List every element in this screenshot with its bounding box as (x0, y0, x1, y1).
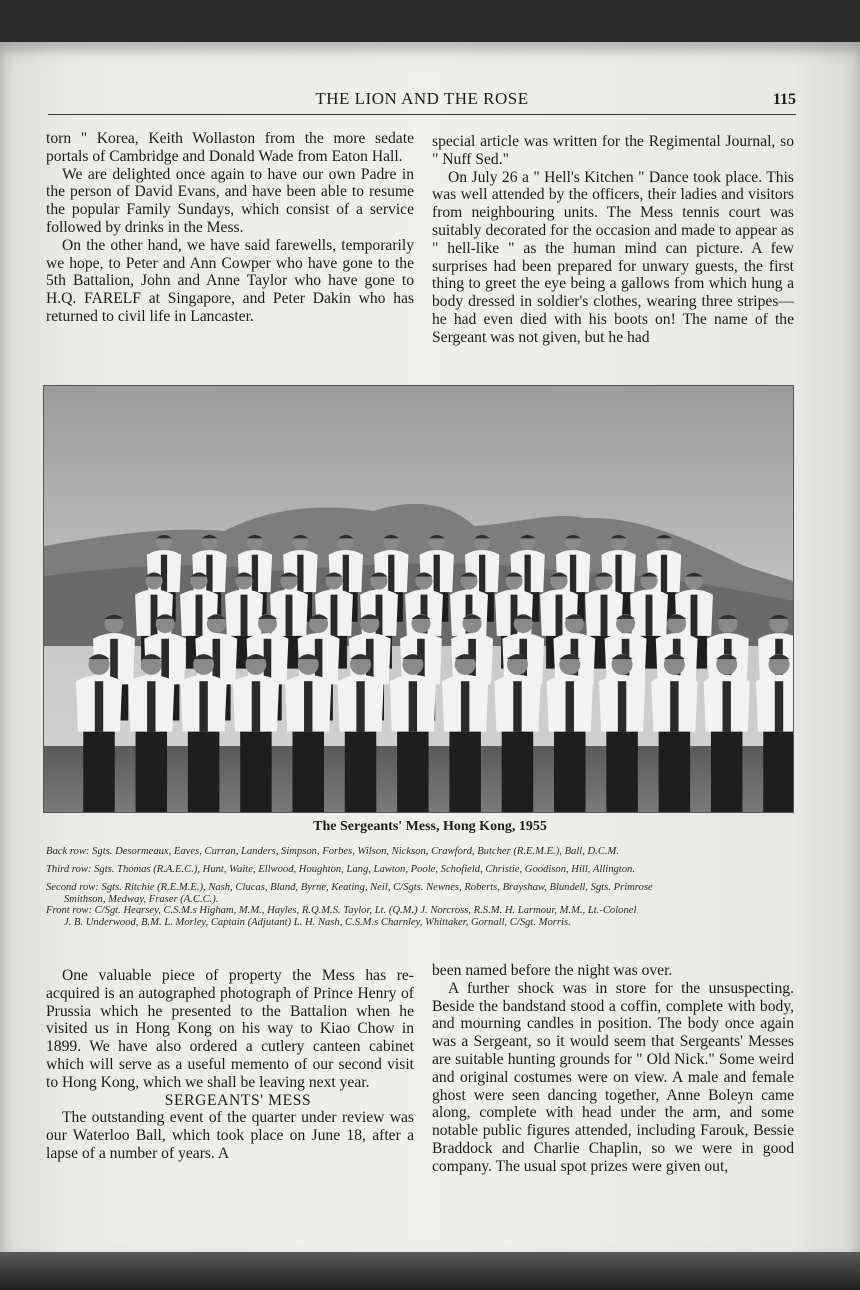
paragraph: torn " Korea, Keith Wollaston from the more sedate portals of Cambridge and Donald Wade from Eaton Hall. (46, 130, 414, 165)
column-top-right (432, 133, 794, 347)
section-heading: SERGEANTS' MESS (164, 1091, 312, 1109)
row-names: Sgts. Ritchie (R.E.M.E.), Nash, Clucas, Bland, Byrne, Keating, Neil, C/Sgts. Newnes, Roberts, Brayshaw, Blundell, Sgts. Primrose (101, 882, 653, 893)
paragraph: On the other hand, we have said farewells, temporarily we hope, to Peter and Ann Cowper who have gone to the 5th Battalion, John and Anne Taylor who have gone to H.Q. FARELF at Singapore, and Peter Dakin who has returned to civil life in Lancaster. (46, 236, 414, 325)
paragraph: special article was written for the Regimental Journal, so " Nuff Sed." (432, 133, 794, 168)
row-names-continued: J. B. Underwood, B.M. L. Morley, Captain (Adjutant) L. H. Nash, C.S.M.s Charnley, Whittaker, Gornall, C/Sgt. Morris. (64, 916, 571, 928)
paragraph: been named before the night was over. (432, 962, 673, 979)
paragraph: We are delighted once again to have our own Padre in the person of David Evans, and have been able to resume the popular Family Sundays, which consist of a service followed by drinks in the Mess. (46, 165, 414, 236)
row-label: Third row: (46, 864, 92, 875)
row-names-continued: Smithson, Medway, Fraser (A.C.C.). (64, 893, 219, 905)
running-title: THE LION AND THE ROSE (315, 89, 529, 108)
row-label: Second row: (46, 882, 99, 893)
names-back-row (46, 846, 806, 858)
names-front-row (46, 905, 806, 929)
row-names: C/Sgt. Hearsey, C.S.M.s Higham, M.M., Hayles, R.Q.M.S. Taylor, Lt. (Q.M.) J. Norcross, R.S.M. H. Larmour, M.M., Lt.-Colonel (94, 905, 637, 916)
paragraph: One valuable piece of property the Mess has re-acquired is an autographed photograph of Prince Henry of Prussia which he presented to the Battalion when he visited us in Hong Kong on his way to Kiao Chow in 1899. We have also ordered a cutlery canteen cabinet which will serve as a useful memento of our second visit to Hong Kong, which we shall be leaving next year. (46, 967, 414, 1091)
row-label: Back row: (46, 846, 90, 857)
paragraph: On July 26 a " Hell's Kitchen " Dance took place. This was well attended by the officers, their ladies and visitors from neighbouring units. The Mess tennis court was suitably decorated for the occasion and made to appear as " hell-like " as the human mind can picture. A few surprises had been prepared for unwary guests, the first thing to greet the eye being a gallows from which hung a body dressed in soldier's clothes, wearing three stripes—he had even died with his boots on! The name of the Sergeant was not given, but he had (432, 168, 794, 346)
row-names: Sgts. Desormeaux, Eaves, Curran, Landers, Simpson, Forbes, Wilson, Nickson, Crawford, Butcher (R.E.M.E.), Ball, D.C.M. (92, 846, 620, 857)
column-top-left (46, 130, 414, 326)
page-bottom-edge (0, 1252, 860, 1290)
paragraph: A further shock was in store for the unsuspecting. Beside the bandstand stood a coffin, complete with body, and mourning candles in position. The body once again was a Sergeant, so it would seem that Sergeants' Messes are suitable hunting grounds for " Old Nick." Some weird and original costumes were on view. A male and female ghost were seen dancing together, Anne Boleyn came along, complete with head under the arm, and some notable public figures attended, including Farouk, Bessie Braddock and Charlie Chaplin, so we were in good company. The usual spot prizes were given out, (432, 979, 794, 1175)
names-second-row (46, 882, 806, 906)
page-number: 115 (772, 91, 796, 108)
group-photograph (43, 385, 794, 813)
column-bottom-left (46, 967, 414, 1163)
photo-caption: The Sergeants' Mess, Hong Kong, 1955 (313, 819, 547, 834)
column-bottom-right (432, 962, 794, 1176)
names-third-row (46, 864, 806, 876)
page-header (48, 86, 796, 115)
row-label: Front row: (46, 905, 93, 916)
row-names: Sgts. Thomas (R.A.E.C.), Hunt, Waite, Ellwood, Houghton, Lang, Lawton, Poole, Schofield, Christie, Goodison, Hill, Allington. (94, 864, 635, 875)
photo-image (44, 386, 793, 812)
paragraph: The outstanding event of the quarter under review was our Waterloo Ball, which took place on June 18, after a lapse of a number of years. A (46, 1109, 414, 1162)
